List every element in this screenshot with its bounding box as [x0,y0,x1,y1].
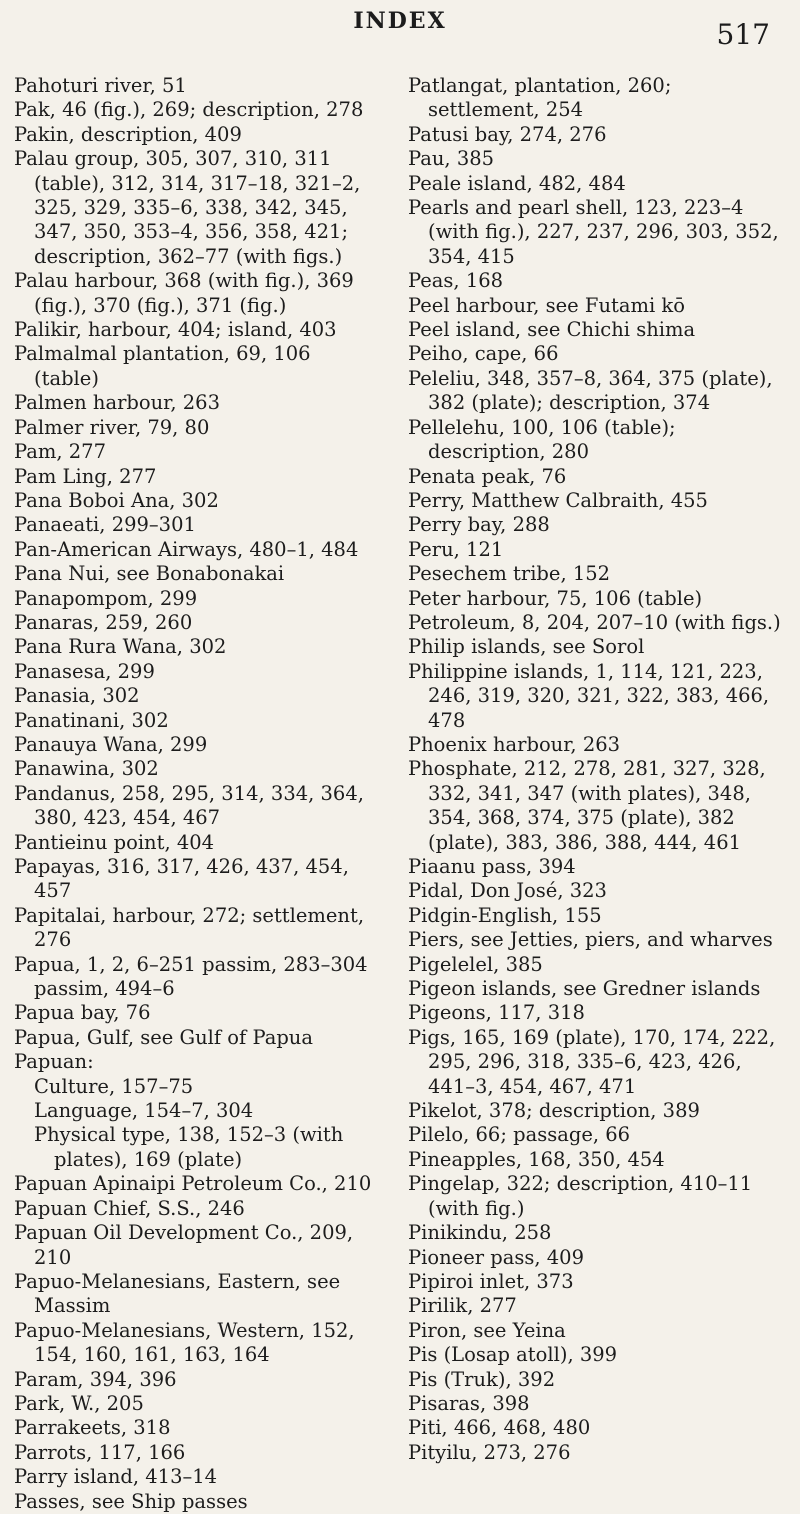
index-entry: Passes, see Ship passes [14,1489,248,1513]
index-entry: Pigeons, 117, 318 [408,1001,585,1025]
index-entry: Peter harbour, 75, 106 (table) [408,586,703,610]
index-entry: Palikir, harbour, 404; island, 403 [14,318,337,342]
index-entry: Pineapples, 168, 350, 454 [408,1147,665,1171]
index-entry: Pigelelel, 385 [408,952,543,976]
index-entry: Peru, 121 [408,537,504,561]
index-entry: Philip islands, see Sorol [408,635,645,659]
index-entry: Parrakeets, 318 [14,1416,171,1440]
index-entry: Pigs, 165, 169 (plate), 170, 174, 222, 295, 296, 318, 335–6, 423, 426, 441–3, 454, 467, 471 [408,1025,776,1098]
index-entry: Papitalai, harbour, 272; settlement, 276 [14,903,365,952]
index-entry: Parry island, 413–14 [14,1465,218,1489]
index-entry: Pidal, Don José, 323 [408,879,607,903]
index-entry: Pingelap, 322; description, 410–11 (with fig.) [408,1172,753,1220]
index-entry: Piaanu pass, 394 [408,855,576,878]
page-title: INDEX [353,8,447,34]
index-entry: Papuan: [14,1050,94,1074]
index-entry: Pigeon islands, see Gredner islands [408,977,761,1001]
index-entry: Perry, Matthew Calbraith, 455 [408,488,708,512]
index-entry: Peel harbour, see Futami kō [408,293,685,317]
page-number: 517 [716,18,770,51]
index-entry: Papuan Oil Development Co., 209, 210 [14,1221,354,1269]
index-subentry: Language, 154–7, 304 [34,1099,254,1123]
index-entry: Park, W., 205 [14,1391,144,1415]
index-entry: Pana Rura Wana, 302 [14,635,227,659]
index-entry: Palmalmal plantation, 69, 106 (table) [14,342,311,390]
index-entry: Perry bay, 288 [408,513,550,537]
index-entry: Pellelehu, 100, 106 (table); description, 280 [408,415,676,464]
index-entry: Panaeati, 299–301 [14,513,196,537]
index-entry: Papuan Apinaipi Petroleum Co., 210 [14,1172,372,1196]
index-entry: Petroleum, 8, 204, 207–10 (with figs.) [408,610,781,634]
index-entry: Pearls and pearl shell, 123, 223–4 (with fig.), 227, 237, 296, 303, 352, 354, 415 [408,196,779,268]
index-entry: Papua, Gulf, see Gulf of Papua [14,1025,313,1049]
index-entry: Panauya Wana, 299 [14,732,208,756]
index-entry: Phosphate, 212, 278, 281, 327, 328, 332, 341, 347 (with plates), 348, 354, 368, 374, 375 (plate), 382 (plate), 383, 386, 388, 444, 461 [408,757,766,854]
index-entry: Pis (Losap atoll), 399 [408,1343,618,1367]
index-entry: Pesechem tribe, 152 [408,562,611,586]
index-entry: Patusi bay, 274, 276 [408,122,607,146]
index-entry: Peale island, 482, 484 [408,171,626,195]
index-entry: Pioneer pass, 409 [408,1245,584,1269]
index-entry: Panasia, 302 [14,684,140,708]
index-entry: Pityilu, 273, 276 [408,1440,571,1464]
index-entry: Pana Boboi Ana, 302 [14,488,219,512]
index-entry: Pis (Truk), 392 [408,1367,556,1391]
index-entry: Parrots, 117, 166 [14,1440,186,1464]
index-entry: Panapompom, 299 [14,586,198,610]
index-entry: Papuan Chief, S.S., 246 [14,1196,245,1220]
index-entry: Pam, 277 [14,440,106,464]
index-entry: Pirilik, 277 [408,1294,517,1318]
index-entry: Palau group, 305, 307, 310, 311 (table), 312, 314, 317–18, 321–2, 325, 329, 335–6, 338, 342, 345, 347, 350, 353–4, 356, 358, 421; description, 362–77 (with figs.) [14,147,361,268]
index-entry: Patlangat, plantation, 260; settlement, 254 [408,74,672,122]
index-subentry: Physical type, 138, 152–3 (with plates), 169 (plate) [34,1123,344,1171]
index-entry: Peas, 168 [408,269,504,293]
index-entry: Phoenix harbour, 263 [408,732,621,756]
index-entry: Papuo-Melanesians, Eastern, see Massim [14,1269,341,1318]
index-entry: Param, 394, 396 [14,1367,177,1391]
index-column-left [14,74,380,1514]
index-entry: Pam Ling, 277 [14,464,157,488]
index-entry: Pidgin-English, 155 [408,903,602,927]
index-entry: Pana Nui, see Bonabonakai [14,562,285,586]
index-entry: Papuo-Melanesians, Western, 152, 154, 160, 161, 163, 164 [14,1318,355,1367]
index-entry: Pak, 46 (fig.), 269; description, 278 [14,98,364,122]
index-entry: Panasesa, 299 [14,659,155,683]
index-entry: Penata peak, 76 [408,464,567,488]
index-entry: Pau, 385 [408,147,495,171]
index-entry: Pahoturi river, 51 [14,74,187,97]
index-entry: Papua, 1, 2, 6–251 passim, 283–304 passim, 494–6 [14,952,368,1001]
index-entry: Pisaras, 398 [408,1391,530,1415]
index-entry: Papua bay, 76 [14,1001,151,1025]
index-column-right [408,74,786,1465]
page-header [0,4,800,54]
index-entry: Pandanus, 258, 295, 314, 334, 364, 380, 423, 454, 467 [14,781,364,830]
index-entry: Palmen harbour, 263 [14,391,220,415]
index-entry: Panatinani, 302 [14,708,169,732]
index-entry: Pipiroi inlet, 373 [408,1269,574,1293]
index-entry: Piti, 466, 468, 480 [408,1416,591,1440]
index-entry: Panaras, 259, 260 [14,610,193,634]
index-entry: Pilelo, 66; passage, 66 [408,1123,631,1147]
index-entry: Peleliu, 348, 357–8, 364, 375 (plate), 382 (plate); description, 374 [408,366,773,415]
index-entry: Pikelot, 378; description, 389 [408,1099,700,1123]
index-entry: Philippine islands, 1, 114, 121, 223, 246, 319, 320, 321, 322, 383, 466, 478 [408,659,770,732]
index-entry: Papayas, 316, 317, 426, 437, 454, 457 [14,855,349,903]
index-entry: Palmer river, 79, 80 [14,415,210,439]
index-entry: Piron, see Yeina [408,1318,566,1342]
index-entry: Pinikindu, 258 [408,1221,552,1245]
index-entry: Peiho, cape, 66 [408,342,559,366]
index-entry: Piers, see Jetties, piers, and wharves [408,928,773,952]
index-entry: Palau harbour, 368 (with fig.), 369 (fig.), 370 (fig.), 371 (fig.) [14,269,354,317]
index-entry: Pakin, description, 409 [14,122,242,146]
index-entry: Pantieinu point, 404 [14,830,215,854]
index-entry: Panawina, 302 [14,757,159,781]
index-entry: Pan-American Airways, 480–1, 484 [14,537,359,561]
index-entry: Peel island, see Chichi shima [408,318,696,342]
index-subentry: Culture, 157–75 [34,1074,194,1098]
